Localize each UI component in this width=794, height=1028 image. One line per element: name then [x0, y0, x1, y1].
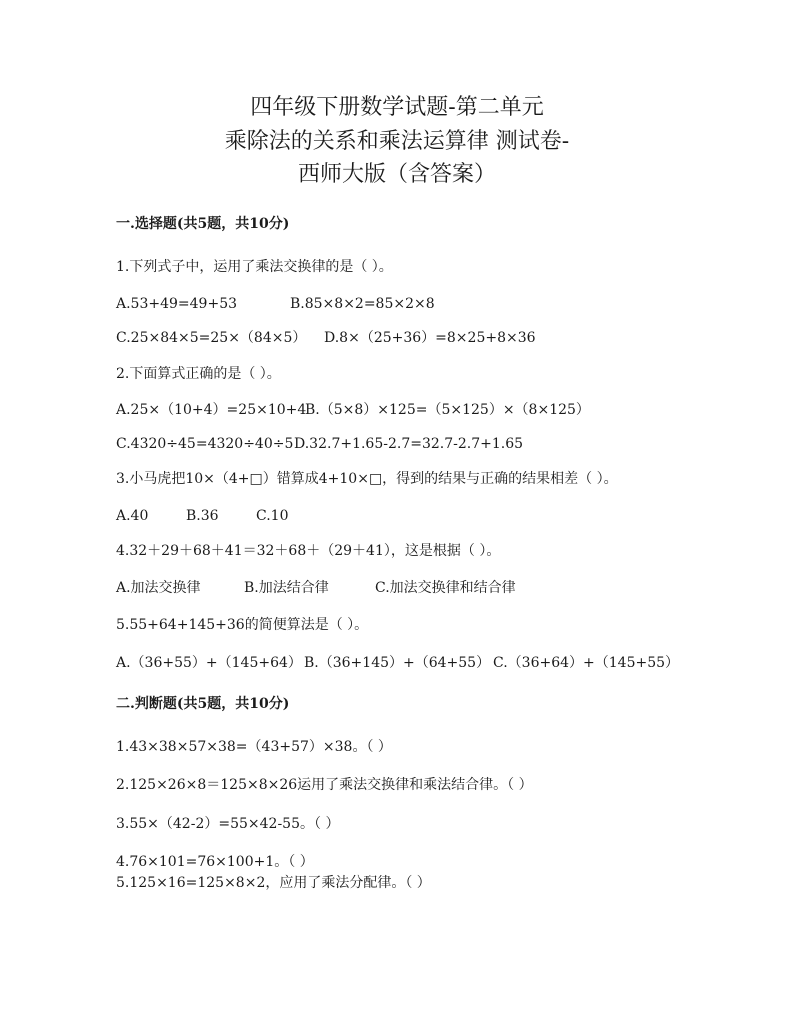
question-5-option-b: B.（36+145）+（64+55）: [304, 655, 491, 671]
question-3-option-a: A.40: [116, 508, 149, 524]
question-3-stem: 3.小马虎把10×（4+□）错算成4+10×□，得到的结果与正确的结果相差（ ）。: [116, 471, 618, 487]
question-1-option-d: D.8×（25+36）=8×25+8×36: [324, 330, 536, 346]
question-5-option-c: C.（36+64）+（145+55）: [493, 655, 680, 671]
title-line-3: 西师大版（含答案）: [297, 162, 496, 187]
question-5-stem: 5.55+64+145+36的简便算法是（ ）。: [116, 617, 369, 633]
question-3-option-b: B.36: [186, 508, 219, 524]
question-2-option-c: C.4320÷45=4320÷40÷5: [116, 436, 294, 452]
question-1-stem: 1.下列式子中，运用了乘法交换律的是（ ）。: [116, 259, 393, 275]
question-2-option-d: D.32.7+1.65-2.7=32.7-2.7+1.65: [294, 436, 524, 452]
question-5-option-a: A.（36+55）+（145+64）: [116, 655, 302, 671]
question-2-option-a: A.25×（10+4）=25×10+4: [116, 402, 307, 418]
question-1-option-b: B.85×8×2=85×2×8: [290, 296, 435, 312]
section-heading-judgement: 二.判断题(共5题，共10分): [116, 696, 290, 712]
judgement-item-4: 4.76×101=76×100+1。（ ）: [116, 854, 314, 870]
judgement-item-5: 5.125×16=125×8×2，应用了乘法分配律。（ ）: [116, 875, 431, 891]
question-1-option-c: C.25×84×5=25×（84×5）: [116, 330, 307, 346]
title-line-1: 四年级下册数学试题-第二单元: [250, 95, 544, 120]
question-4-option-b: B.加法结合律: [244, 580, 329, 596]
section-heading-choice: 一.选择题(共5题，共10分): [116, 216, 290, 232]
question-4-option-a: A.加法交换律: [116, 580, 201, 596]
judgement-item-2: 2.125×26×8＝125×8×26运用了乘法交换律和乘法结合律。（ ）: [116, 777, 533, 793]
question-2-option-b: B.（5×8）×125=（5×125）×（8×125）: [305, 402, 590, 418]
question-4-stem: 4.32＋29＋68＋41＝32＋68＋（29＋41），这是根据（ ）。: [116, 543, 501, 559]
judgement-item-3: 3.55×（42-2）=55×42-55。（ ）: [116, 816, 340, 832]
question-4-option-c: C.加法交换律和结合律: [375, 580, 516, 596]
question-1-option-a: A.53+49=49+53: [116, 296, 238, 312]
question-3-option-c: C.10: [256, 508, 289, 524]
question-2-stem: 2.下面算式正确的是（ ）。: [116, 366, 281, 382]
title-line-2: 乘除法的关系和乘法运算律 测试卷-: [224, 129, 570, 154]
judgement-item-1: 1.43×38×57×38=（43+57）×38。（ ）: [116, 739, 392, 755]
